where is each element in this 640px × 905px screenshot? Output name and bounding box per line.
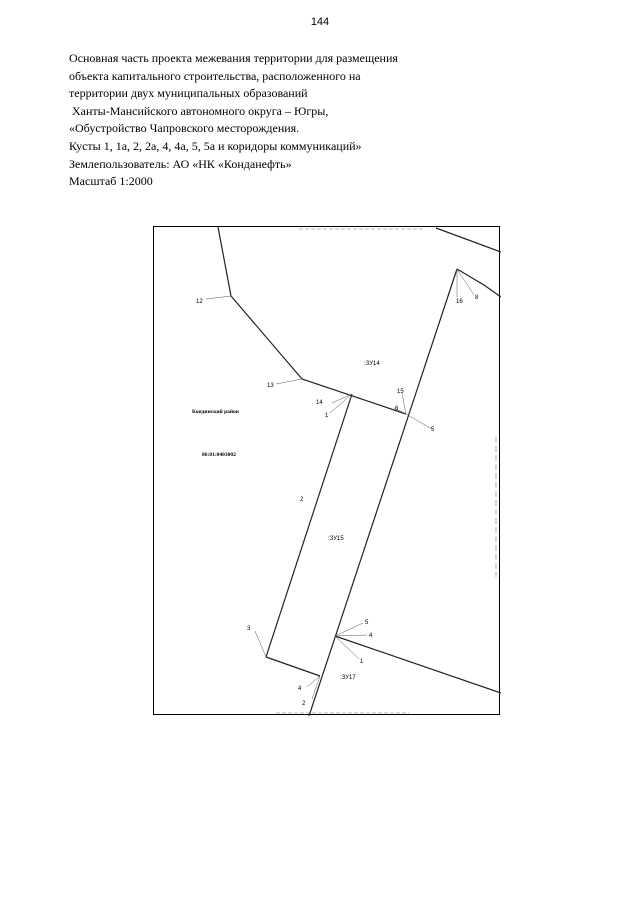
point-label: 15 — [397, 389, 404, 395]
point-label: 2 — [300, 497, 304, 503]
scale-line: Масштаб 1:2000 — [69, 174, 153, 189]
parcel-label: :ЗУ15 — [328, 536, 344, 542]
point-label: 2 — [302, 701, 306, 707]
header-line: территории двух муниципальных образований — [69, 86, 308, 101]
boundary-line — [309, 269, 457, 716]
map-drawing — [154, 227, 501, 716]
parcel-label: :ЗУ17 — [340, 675, 356, 681]
point-label: 12 — [196, 299, 203, 305]
leader-lines — [206, 269, 474, 699]
boundary-line — [266, 394, 352, 657]
region-label: Кондинский район — [192, 409, 239, 415]
document-header — [69, 50, 489, 191]
survey-map — [153, 226, 500, 715]
point-label: 1 — [325, 413, 329, 419]
parcel-label: :ЗУ14 — [364, 361, 380, 367]
header-line: Ханты-Мансийского автономного округа – Югры, — [69, 103, 329, 118]
header-line: Землепользователь: АО «НК «Конданефть» — [69, 156, 292, 171]
boundary-line — [266, 657, 320, 676]
point-label: 4 — [369, 633, 373, 639]
point-label: 16 — [456, 299, 463, 305]
boundary-line — [457, 269, 501, 297]
point-label: 13 — [267, 383, 274, 389]
cadastral-label: 86:01:0403002 — [202, 452, 236, 458]
header-line: Основная часть проекта межевания территории для размещения — [69, 51, 398, 65]
header-line: объекта капитального строительства, расположенного на — [69, 68, 361, 83]
point-label: 5 — [431, 427, 435, 433]
header-line: «Обустройство Чапровского месторождения. — [69, 121, 300, 136]
point-label: 3 — [247, 626, 251, 632]
point-label: 8 — [475, 295, 479, 301]
point-label: 14 — [316, 400, 323, 406]
boundary-line — [218, 227, 406, 414]
point-label: 5 — [365, 620, 369, 626]
page-number: 144 — [310, 16, 330, 28]
point-label: 6 — [395, 406, 399, 412]
header-line: Кусты 1, 1а, 2, 2а, 4, 4а, 5, 5а и коридоры коммуникаций» — [69, 138, 362, 153]
point-label: 4 — [298, 686, 302, 692]
boundary-line — [436, 228, 501, 252]
point-label: 1 — [360, 659, 364, 665]
